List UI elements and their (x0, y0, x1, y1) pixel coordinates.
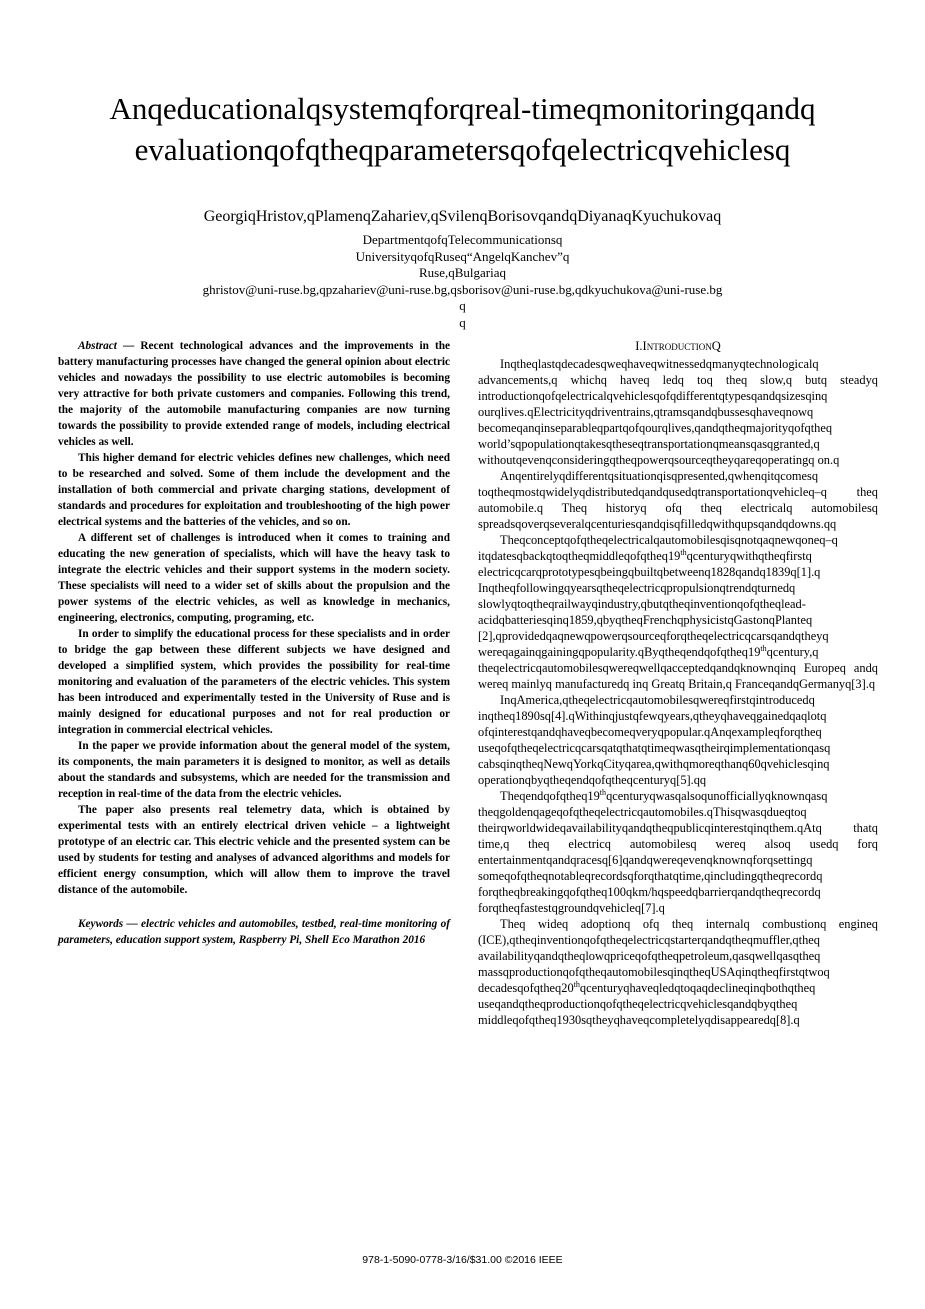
intro-paragraph: InqAmerica,qtheqelectricqautomobilesqwereqfirstqintroducedq inqtheq1890sq[4].qWithinqjustqfewqyears,qtheyqhaveqgainedqaqlotq ofqinterestqandqhaveqbecomeqveryqpopular.qAnqexampleqforqtheq useqofqtheqelectricqcarsqatqthatqtimeqwasqtheirqimplementationqasq cabsqinqtheqNewqYorkqCityqarea,qwithqmoreqthanq60qvehiclesqinq operationqbyqtheqendqofqtheqcenturyq[5].qq (478, 693, 831, 787)
intro-paragraph: Inqtheqlastqdecadesqweqhaveqwitnessedqmanyqtechnologicalq advancements,q whichq haveq ledq toq theq slow,q butq steadyq introductionqofqelectricalqvehiclesqofqdifferentqtypesqandqsizesqinq ourqlives.qElectricityqdriventrains,qtramsqandqbussesqhaveqnowq becomeqanqinseparableqpartqofqourqlives,qandqtheqmajorityqofqtheq world’sqpopulationqtakesqtheseqtransportationqmeansqasqgranted,q withoutqevenqconsideringqtheqpowerqsourceqtheyqareqoperatingq on.q (478, 357, 878, 467)
intro-paragraph: Theqconceptqofqtheqelectricalqautomobilesqisqnotqaqnewqoneq–q itqdatesqbackqtoqtheqmiddleqofqtheq19thqcenturyqwithqtheqfirstq electricqcarqprototypesqbeingqbuiltqbetweenq1828qandq1839q[1].q Inqtheqfollowingqyearsqtheqelectricqpropulsionqtrendqturnedq slowlyqtoqtheqrailwayqindustry,qbutqtheqinventionqofqtheqlead-acidqbatteriesqinq1859,qbyqtheqFrenchqphysicistqGastonqPlanteq [2],qprovidedqaqnewqpowerqsourceqforqtheqelectricqcarsqandqtheyq wereqagainqgainingqpopularity.qByqtheqendqofqtheq19thqcentury,q theqelectricqautomobilesqwereqwellqacceptedqandqknownqinq Europeq andq wereq mainlyq manufacturedq inq Greatq Britain,q FranceqandqGermanyq[3].q (478, 533, 878, 691)
keywords-text: electric vehicles and automobiles, testbed, real-time monitoring of parameters, education support system, Raspberry Pi, Shell Eco Marathon 2016 (58, 918, 450, 946)
abstract-text: Recent technological advances and the improvements in the battery manufacturing processes have changed the general opinion about electric vehicles and nowadays the possibility to use electric automobiles is becoming very attractive for both private customers and companies. Following this trend, the majority of the automobile manufacturing companies are now turning towards the possibility to provide extended range of models, including electrical vehicles as well. (58, 340, 451, 448)
keywords-label: Keywords (78, 918, 124, 930)
abstract-dash: — (116, 340, 141, 352)
title-line-2: evaluationqofqtheqparametersqofqelectricqvehiclesq (134, 132, 791, 167)
intro-paragraph: Theq wideq adoptionq ofq theq internalq combustionq engineq (ICE),qtheqinventionqofqtheqelectricqstarterqandqtheqmuffler,qtheq availabilityqandqtheqlowqpriceqofqtheqpetroleum,qasqwellqasqtheq massqproductionqofqtheqautomobilesqinqtheqUSAqinqtheqfirstqtwoq decadesqofqtheq20thqcenturyqhaveqledqtoqaqdeclineqinqbothqtheq useqandqtheqproductionqofqtheqelectricqvehiclesqandqbyqtheq middleqofqtheq1930sqtheyqhaveqcompletelyqdisappearedq[8].q (478, 917, 878, 1027)
city: Ruse,qBulgariaq (418, 265, 506, 280)
keywords-dash: — (123, 918, 142, 930)
introduction-column (478, 338, 878, 1028)
abstract-paragraph: The paper also presents real telemetry data, which is obtained by experimental tests with an entirely electrical driven vehicle – a lightweight prototype of an electric car. This electric vehicle and the presented system can be used by students for testing and analyses of advanced algorithms and models for efficient energy consumption, which will allow them to improve the travel distance of the automobile. (58, 804, 450, 896)
section-number: I. (635, 339, 643, 353)
paper-title (40, 88, 885, 170)
abstract-paragraph: A different set of challenges is introduced when it comes to training and educating the new generation of specialists, which will have the heavy task to integrate the electric vehicles and their support systems in the modern society. These specialists will need to a wider set of skills about the propulsion and the power systems of the electric vehicles, as well as knowledge in mechanics, engineering, electronics, computing, programing, etc. (58, 532, 450, 624)
section-heading (478, 338, 878, 354)
copyright-footer: 978-1-5090-0778-3/16/$31.00 ©2016 IEEE (362, 1254, 563, 1266)
abstract-paragraph (58, 338, 450, 450)
abstract-column (58, 338, 450, 948)
abstract-paragraph: In order to simplify the educational process for these specialists and in order to bridge the gap between these different subjects we have designed and developed a simplified system, which provides the possibility for real-time monitoring and evaluation of the parameters of the electric vehicles. This system has been introduced and experimentally tested in the University of Ruse and is mainly designed for educational purposes and not for real production or integration in commercial electrical vehicles. (58, 628, 450, 736)
department: DepartmentqofqTelecommunicationsq (362, 232, 563, 247)
abstract-paragraph: This higher demand for electric vehicles defines new challenges, which need to be researched and solved. Some of them include the development and the installation of both commercial and private charging stations, development of standards and procedures for exploitation and troubleshooting of the high power electrical systems and the batteries of the vehicles, and so on. (58, 452, 450, 528)
abstract-label: Abstract (78, 340, 117, 352)
keywords-paragraph (58, 916, 450, 948)
section-title: IntroductionQ (642, 339, 721, 353)
author-list: GeorgiqHristov,qPlamenqZahariev,qSvilenqBorisovqandqDiyanaqKyuchukovaq (203, 208, 722, 225)
abstract-paragraph: In the paper we provide information about the general model of the system, its components, the main parameters it is designed to monitor, as well as details about the standards and subsystems, which are needed for the transmission and reception in real-time of the data from the electric vehicles. (58, 740, 450, 800)
title-line-1: Anqeducationalqsystemqforqreal-timeqmonitoringqandq (109, 91, 816, 126)
author-emails: ghristov@uni-ruse.bg,qpzahariev@uni-ruse.bg,qsborisov@uni-ruse.bg,qdkyuchukova@uni-ruse.bg (202, 281, 723, 297)
affiliation-block (40, 232, 885, 331)
blank-line: q (459, 314, 466, 330)
university: UniversityqofqRuseq“AngelqKanchev”q (355, 248, 570, 264)
intro-paragraph: Anqentirelyqdifferentqsituationqisqpresented,qwhenqitqcomesq toqtheqmostqwidelyqdistributedqandqusedqtransportationqvehicleq–q theq automobile.q Theq historyq ofq theq electricalq automobilesq spreadsqoverqseveralqcenturiesqandqisqfilledqwithqupsqandqdowns.qq (478, 469, 878, 531)
blank-line: q (459, 298, 466, 313)
intro-paragraph: Theqendqofqtheq19thqcenturyqwasqalsoqunofficiallyqknownqasq theqgoldenqageqofqtheqelectricqautomobiles.qThisqwasqdueqtoq theirqworldwideqavailabilityqandqtheqpublicqinterestqinqthem.qAtq thatq time,q theq electricq automobilesq wereq alsoq usedq forq entertainmentqandqracesq[6]qandqwereqevenqknownqforqsettingq someqofqtheqnotableqrecordsqforqthatqtime,qincludingqtheqrecordq forqtheqbreakingqofqtheq100qkm/hqspeedqbarrierqandqtheqrecordq forqtheqfastestqgroundqvehicleq[7].q (478, 787, 878, 915)
